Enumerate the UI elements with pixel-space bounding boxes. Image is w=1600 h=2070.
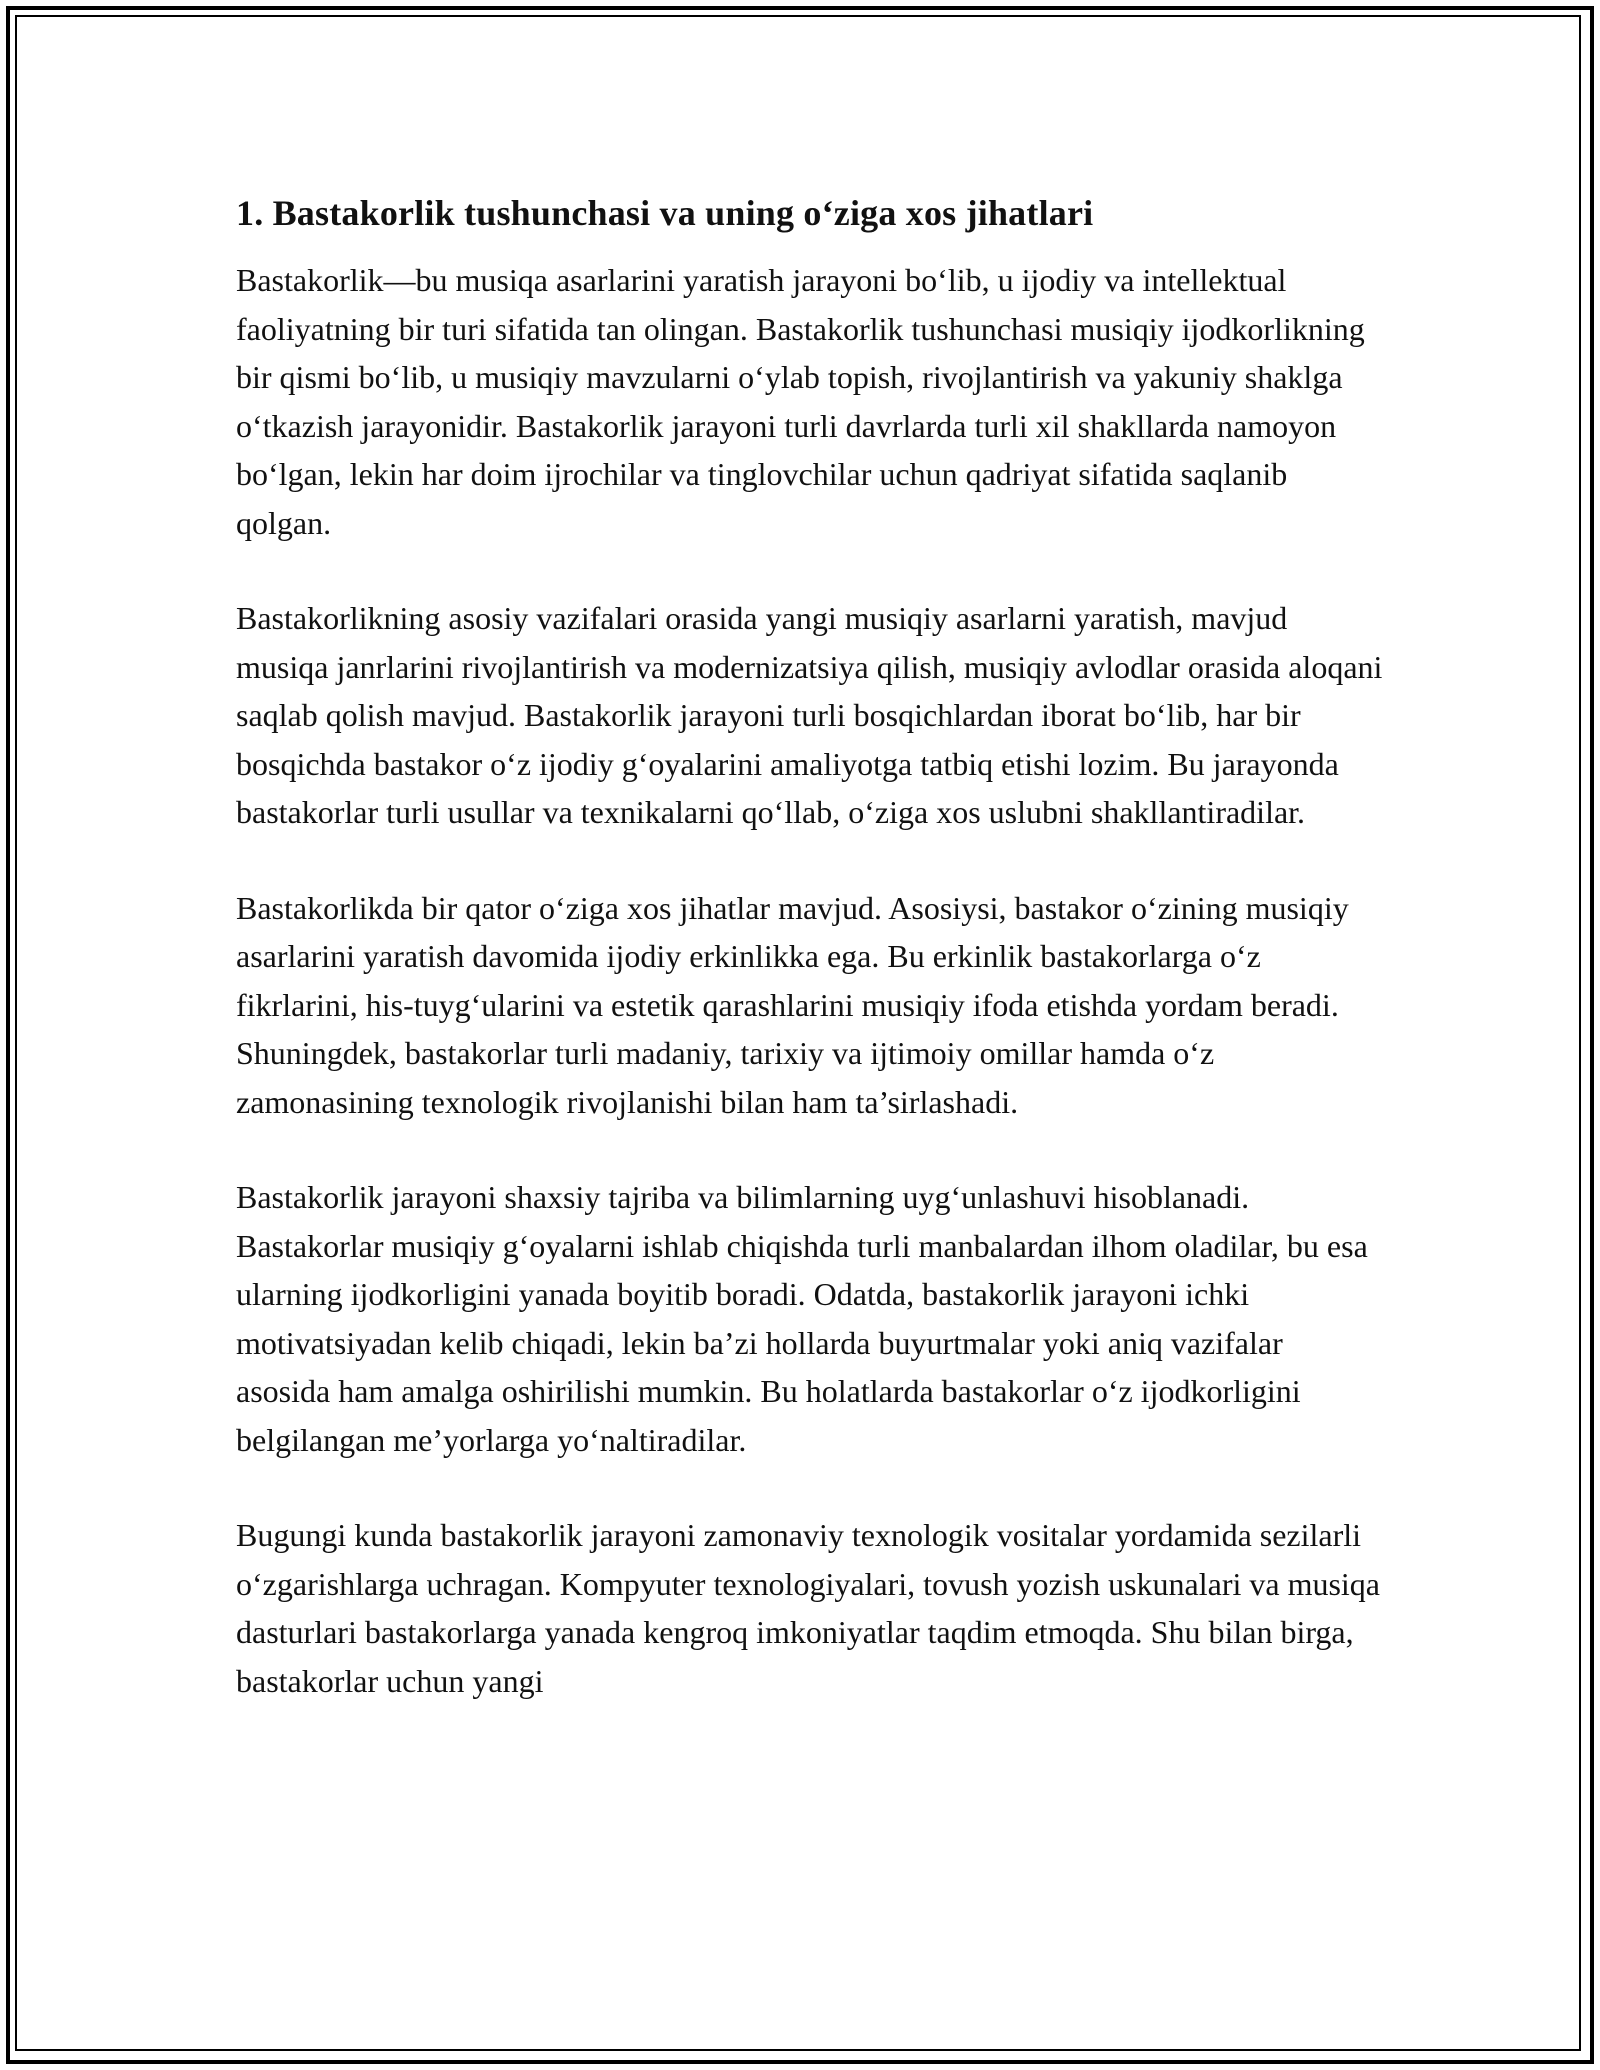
document-body bbox=[236, 186, 1384, 1752]
paragraph-2: Bastakorlikning asosiy vazifalari orasida yangi musiqiy asarlarni yaratish, mavjud musiqa janrlarini rivojlantirish va modernizatsiya qilish, musiqiy avlodlar orasida aloqani saqlab qolish mavjud. Bastakorlik jarayoni turli bosqichlardan iborat bo‘lib, har bir bosqichda bastakor o‘z ijodiy g‘oyalarini amaliyotga tatbiq etishi lozim. Bu jarayonda bastakorlar turli usullar va texnikalarni qo‘llab, o‘ziga xos uslubni shakllantiradilar. bbox=[236, 600, 1383, 830]
section-heading: 1. Bastakorlik tushunchasi va uning o‘ziga xos jihatlari bbox=[236, 193, 1094, 233]
paragraph-5: Bugungi kunda bastakorlik jarayoni zamonaviy texnologik vositalar yordamida sezilarli o‘zgarishlarga uchragan. Kompyuter texnologiyalari, tovush yozish uskunalari va musiqa dasturlari bastakorlarga yanada kengroq imkoniyatlar taqdim etmoqda. Shu bilan birga, bastakorlar uchun yangi bbox=[236, 1517, 1380, 1699]
paragraph-1: Bastakorlik—bu musiqa asarlarini yaratish jarayoni bo‘lib, u ijodiy va intellektual faoliyatning bir turi sifatida tan olingan. Bastakorlik tushunchasi musiqiy ijodkorlikning bir qismi bo‘lib, u musiqiy mavzularni o‘ylab topish, rivojlantirish va yakuniy shaklga o‘tkazish jarayonidir. Bastakorlik jarayoni turli davrlarda turli xil shakllarda namoyon bo‘lgan, lekin har doim ijrochilar va tinglovchilar uchun qadriyat sifatida saqlanib qolgan. bbox=[236, 262, 1365, 541]
paragraph-4: Bastakorlik jarayoni shaxsiy tajriba va bilimlarning uyg‘unlashuvi hisoblanadi. Bastakorlar musiqiy g‘oyalarni ishlab chiqishda turli manbalardan ilhom oladilar, bu esa ularning ijodkorligini yanada boyitib boradi. Odatda, bastakorlik jarayoni ichki motivatsiyadan kelib chiqadi, lekin ba’zi hollarda buyurtmalar yoki aniq vazifalar asosida ham amalga oshirilishi mumkin. Bu holatlarda bastakorlar o‘z ijodkorligini belgilangan me’yorlarga yo‘naltiradilar. bbox=[236, 1179, 1368, 1458]
paragraph-3: Bastakorlikda bir qator o‘ziga xos jihatlar mavjud. Asosiysi, bastakor o‘zining musiqiy asarlarini yaratish davomida ijodiy erkinlikka ega. Bu erkinlik bastakorlarga o‘z fikrlarini, his-tuyg‘ularini va estetik qarashlarini musiqiy ifoda etishda yordam beradi. Shuningdek, bastakorlar turli madaniy, tarixiy va ijtimoiy omillar hamda o‘z zamonasining texnologik rivojlanishi bilan ham ta’sirlashadi. bbox=[236, 889, 1349, 1120]
